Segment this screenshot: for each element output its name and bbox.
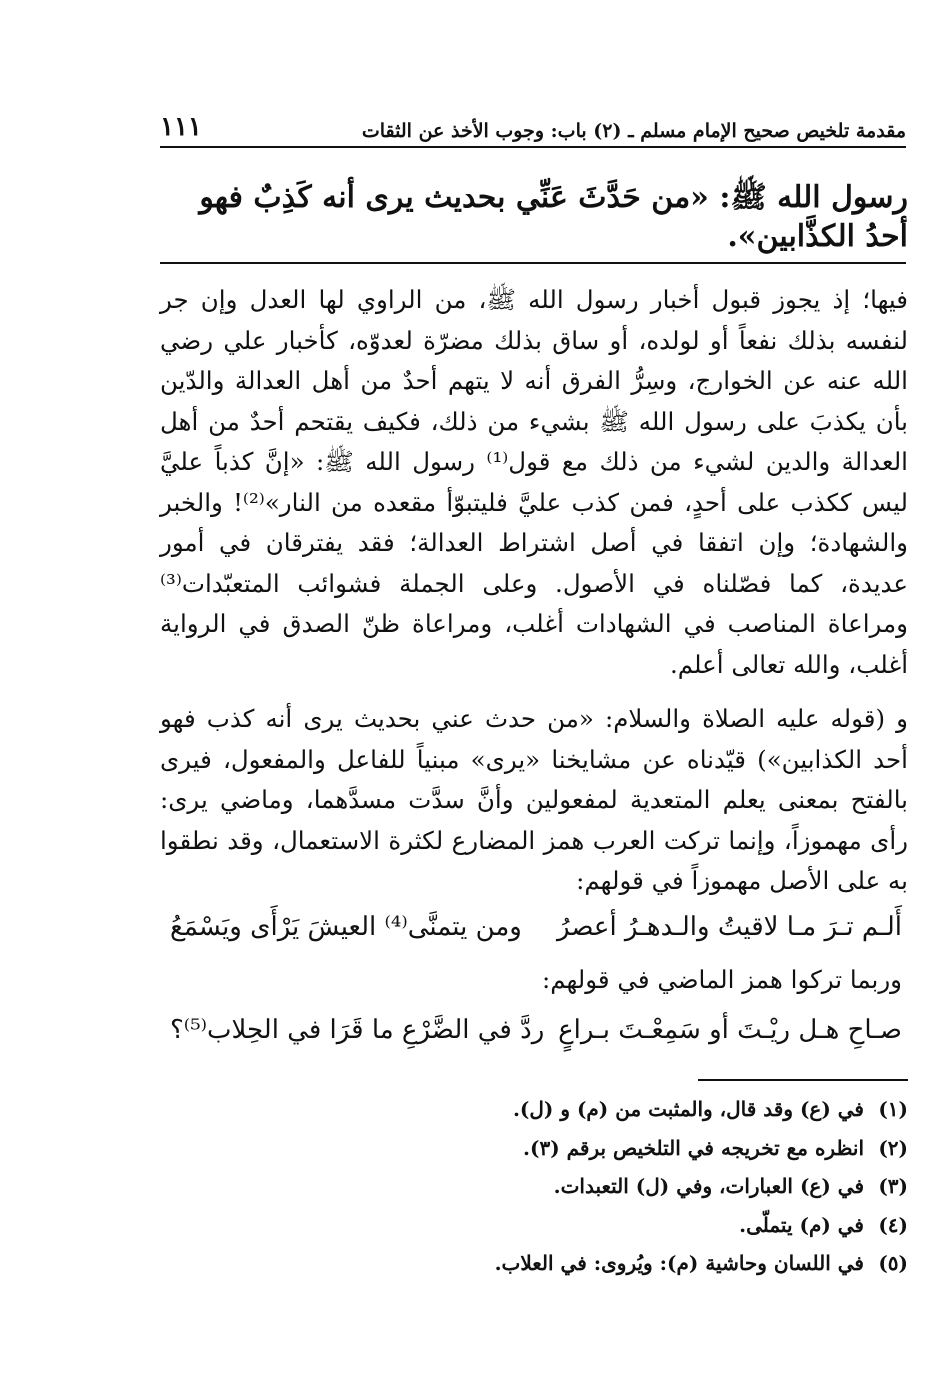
footnotes-list	[160, 1090, 908, 1283]
footnote-item	[160, 1244, 908, 1283]
footnote-item	[160, 1129, 908, 1168]
footnote-number: (٥)	[878, 1251, 908, 1275]
commentary-paragraph-1: فيها؛ إذ يجوز قبول أخبار رسول الله ﷺ، من الراوي لها العدل وإن جر لنفسه بذلك نفعاً أو لولده، أو ساق بذلك مضرّة لعدوّه، كأخبار علي رضي الله عنه عن الخوارج، وسِرُّ الفرق أنه لا يتهم أحدٌ من أهل العدالة والدّين بأن يكذبَ على رسول الله ﷺ بشيء من ذلك، فكيف يقتحم أحدٌ من أهل العدالة والدين لشيء من ذلك مع قول⁽¹⁾ رسول الله ﷺ: «إنَّ كذباً عليَّ ليس ككذب على أحدٍ، فمن كذب عليَّ فليتبوّأ مقعده من النار»⁽²⁾! والخبر والشهادة؛ وإن اتفقا في أصل اشتراط العدالة؛ فقد يفترقان في أمور عديدة، كما فصّلناه في الأصول. وعلى الجملة فشوائب المتعبّدات⁽³⁾ ومراعاة المناصب في الشهادات أغلب، ومراعاة ظنّ الصدق في الرواية أغلب، والله تعالى أعلم.	[160, 285, 909, 679]
header-title: مقدمة تلخيص صحيح الإمام مسلم ـ (٢) باب: وجوب الأخذ عن الثقات	[361, 120, 906, 142]
page-number: ١١١	[160, 112, 202, 142]
footnote-text: في (ع) العبارات، وفي (ل) التعبدات.	[553, 1174, 864, 1198]
footnote-number: (٢)	[878, 1135, 908, 1160]
footnote-divider	[698, 1079, 908, 1081]
hadith-text: رسول الله ﷺ: «من حَدَّثَ عَنِّي بحديث يرى أنه كَذِبٌ فهو أحدُ الكذَّابين».	[199, 180, 908, 254]
footnote-text: في (ع) وقد قال، والمثبت من (م) و (ل).	[512, 1097, 864, 1121]
poem-verse-2	[170, 1015, 902, 1045]
verse-2-first-hemistich: صـاحِ هـل ريْـتَ أو سَمِعْـتَ بـراعٍ	[558, 1015, 902, 1045]
verse-1-first-hemistich: أَلـم تـرَ مـا لاقيتُ والـدهـرُ أعصرُ	[557, 912, 902, 942]
footnote-text: في (م) يتملّى.	[739, 1212, 864, 1237]
footnote-item	[160, 1090, 908, 1129]
verse-2-second-hemistich: ردَّ في الضَّرْعِ ما قَرَا في الحِلاب⁽⁵⁾؟	[170, 1015, 545, 1045]
commentary-paragraph-2: و (قوله عليه الصلاة والسلام: «من حدث عني بحديث يرى أنه كذب فهو أحد الكذابين») قيّدناه عن مشايخنا «يرى» مبنياً للفاعل والمفعول، فيرى بالفتح بمعنى يعلم المتعدية لمفعولين وأنَّ سدَّت مسدَّهما، وماضي يرى: رأى مهموزاً، وإنما تركت العرب همز المضارع لكثرة الاستعمال، وقد نطقوا به على الأصل مهموزاً في قولهم:	[160, 704, 908, 895]
footnote-item	[160, 1206, 908, 1245]
footnote-number: (٤)	[878, 1212, 908, 1237]
verse-2-intro: وربما تركوا همز الماضي في قولهم:	[541, 965, 902, 994]
footnote-number: (٣)	[878, 1174, 908, 1198]
footnote-item	[160, 1167, 908, 1206]
running-header	[160, 108, 906, 148]
verse-1-second-hemistich: ومن يتمنَّى⁽⁴⁾ العيشَ يَرْأَى ويَسْمَعُ	[170, 912, 522, 942]
commentary-body	[160, 280, 908, 916]
footnote-text: انظره مع تخريجه في التلخيص برقم (٣).	[523, 1135, 864, 1160]
footnote-text: في اللسان وحاشية (م): ويُروى: في العلاب.	[494, 1251, 864, 1275]
footnote-number: (١)	[878, 1097, 908, 1121]
poem-verse-1	[170, 912, 902, 942]
divider-line	[160, 262, 906, 264]
